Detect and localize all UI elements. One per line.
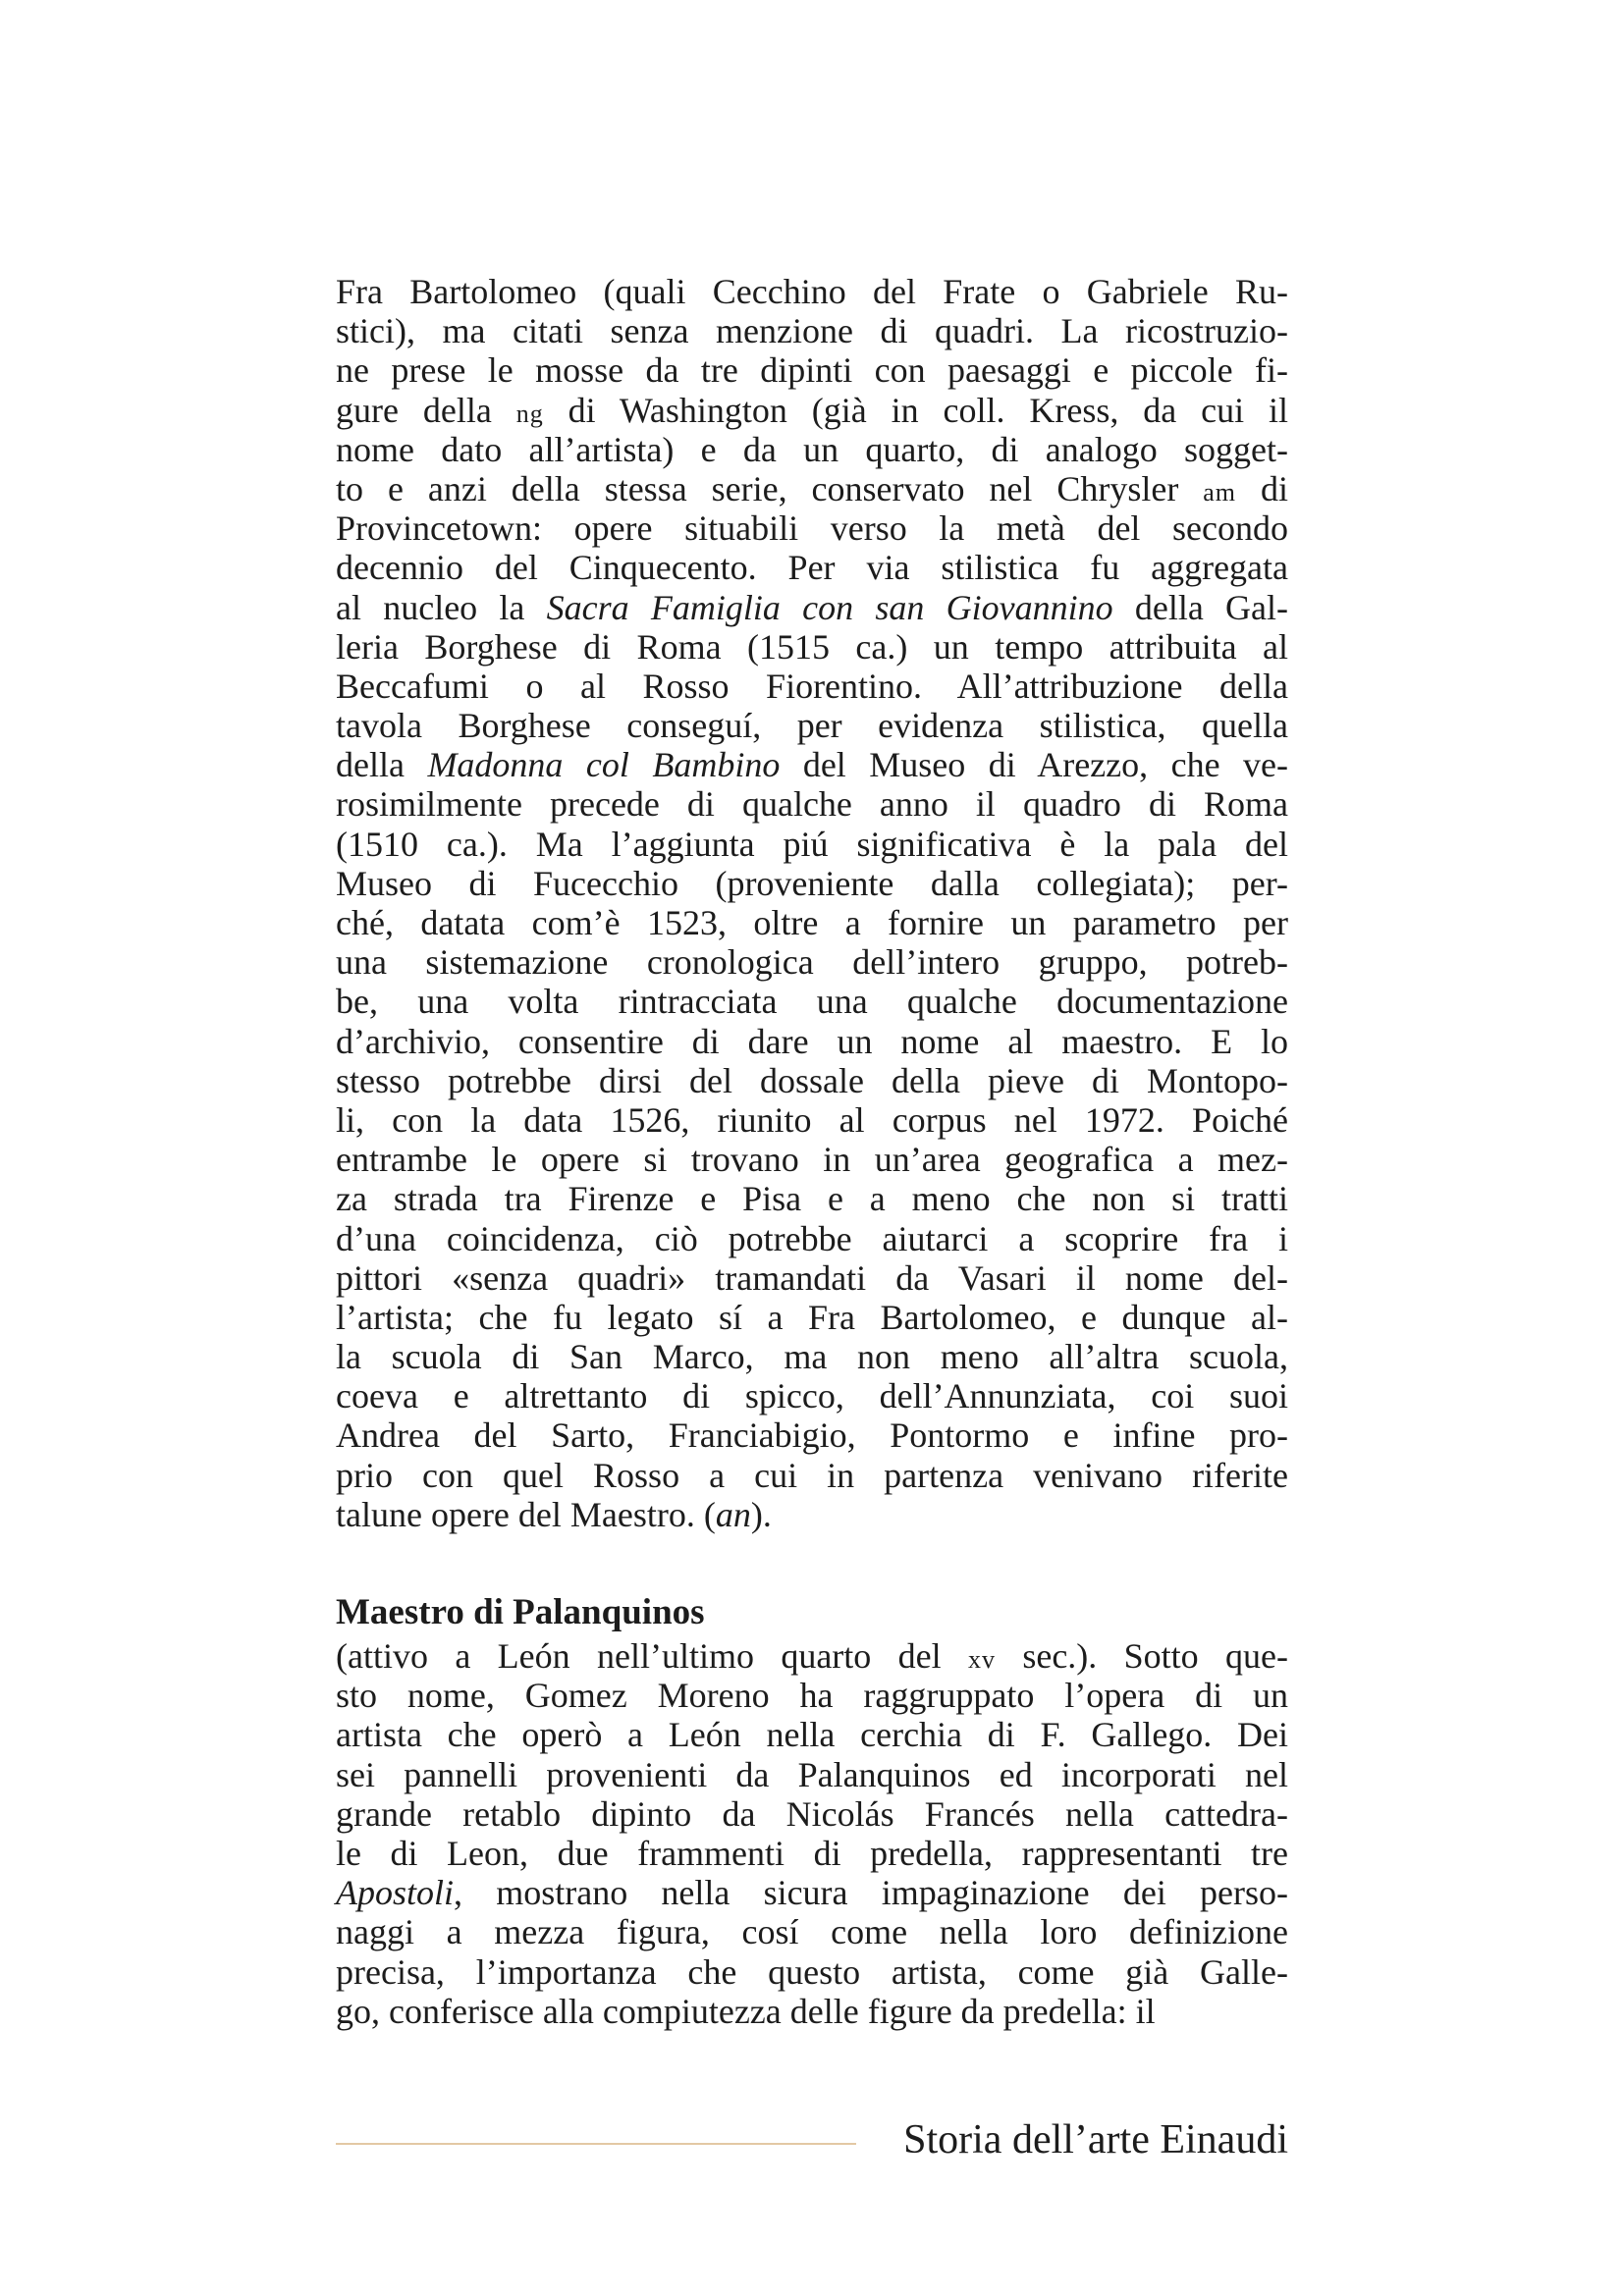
text-run: be, una volta rintracciata una qualche documentazione — [336, 982, 1288, 1022]
text-run: (attivo a León nell’ultimo quarto del — [336, 1636, 968, 1676]
small-caps-text: xv — [967, 1645, 996, 1674]
text-run: , mostrano nella sicura impaginazione dei perso- — [454, 1873, 1288, 1913]
text-line — [336, 1495, 1288, 1534]
text-line — [336, 548, 1288, 587]
text-line — [336, 391, 1288, 430]
entry-paragraph — [336, 1636, 1288, 2031]
text-run: artista che operò a León nella cerchia di F. Gallego. Dei — [336, 1715, 1288, 1755]
text-run: la scuola di San Marco, ma non meno all’altra scuola, — [336, 1337, 1288, 1377]
text-run: rosimilmente precede di qualche anno il quadro di Roma — [336, 784, 1288, 825]
text-line — [336, 825, 1288, 864]
text-run: Andrea del Sarto, Franciabigio, Pontormo e infine pro- — [336, 1415, 1288, 1456]
text-line — [336, 1755, 1288, 1794]
page-body — [336, 272, 1288, 2031]
text-run: al nucleo la — [336, 587, 547, 627]
text-run: sei pannelli provenienti da Palanquinos ed incorporati nel — [336, 1754, 1288, 1794]
text-run: precisa, l’importanza che questo artista, come già Galle- — [336, 1951, 1288, 1992]
entry-title: Maestro di Palanquinos — [336, 1592, 705, 1632]
text-line — [336, 942, 1288, 982]
text-line — [336, 508, 1288, 548]
text-run: Museo di Fucecchio (proveniente dalla collegiata); per- — [336, 863, 1288, 903]
text-run: Fra Bartolomeo (quali Cecchino del Frate o Gabriele Ru- — [336, 272, 1288, 311]
text-line — [336, 864, 1288, 903]
italic-text: an — [715, 1494, 751, 1534]
text-line — [336, 667, 1288, 706]
text-run: entrambe le opere si trovano in un’area geografica a mez- — [336, 1140, 1288, 1180]
text-run: to e anzi della stessa serie, conservato nel Chrysler — [336, 468, 1204, 508]
text-line — [336, 1376, 1288, 1415]
text-run: sto nome, Gomez Moreno ha raggruppato l’opera di un — [336, 1676, 1288, 1716]
text-line — [336, 784, 1288, 824]
text-run: d’archivio, consentire di dare un nome al maestro. E lo — [336, 1021, 1288, 1061]
text-line — [336, 1873, 1288, 1912]
small-caps-text: am — [1203, 477, 1237, 507]
text-line — [336, 1140, 1288, 1179]
text-line — [336, 1794, 1288, 1834]
text-run: (1510 ca.). Ma l’aggiunta piú significativa è la pala del — [336, 824, 1288, 864]
text-line — [336, 1834, 1288, 1873]
text-line — [336, 311, 1288, 350]
text-run: di — [1236, 468, 1288, 508]
text-line — [336, 1219, 1288, 1258]
text-line — [336, 982, 1288, 1021]
text-run: del Museo di Arezzo, che ve- — [780, 745, 1288, 785]
text-line — [336, 588, 1288, 627]
text-run: della — [336, 745, 428, 785]
text-line — [336, 1952, 1288, 1992]
text-line — [336, 430, 1288, 469]
italic-text: Madonna col Bambino — [427, 745, 781, 785]
text-line — [336, 1100, 1288, 1140]
text-run: d’una coincidenza, ciò potrebbe aiutarci a scoprire fra i — [336, 1218, 1288, 1258]
text-run: prio con quel Rosso a cui in partenza venivano riferite — [336, 1455, 1288, 1495]
text-run: leria Borghese di Roma (1515 ca.) un tempo attribuita al — [336, 626, 1288, 667]
text-line — [336, 1715, 1288, 1754]
text-run: di Washington (già in coll. Kress, da cui il — [543, 390, 1288, 430]
text-line — [336, 469, 1288, 508]
entry-continued-paragraph — [336, 272, 1288, 1534]
text-line — [336, 350, 1288, 390]
footer-rule — [336, 2143, 856, 2145]
text-run: ne prese le mosse da tre dipinti con paesaggi e piccole fi- — [336, 350, 1288, 391]
text-run: tavola Borghese conseguí, per evidenza stilistica, quella — [336, 706, 1288, 746]
text-run: talune opere del Maestro. ( — [336, 1494, 716, 1534]
text-run: una sistemazione cronologica dell’intero gruppo, potreb- — [336, 942, 1288, 983]
text-run: go, conferisce alla compiutezza delle figure da predella: il — [336, 1991, 1156, 2031]
text-run: li, con la data 1526, riunito al corpus nel 1972. Poiché — [336, 1099, 1288, 1140]
text-run: gure della — [336, 390, 516, 430]
text-line — [336, 1061, 1288, 1100]
text-run: stici), ma citati senza menzione di quadri. La ricostruzio- — [336, 311, 1288, 351]
text-line — [336, 1022, 1288, 1061]
text-run: grande retablo dipinto da Nicolás Francés nella cattedra- — [336, 1793, 1288, 1834]
footer-publisher: Storia dell’arte Einaudi — [903, 2117, 1288, 2163]
text-run: coeva e altrettanto di spicco, dell’Annunziata, coi suoi — [336, 1376, 1288, 1416]
text-run: za strada tra Firenze e Pisa e a meno che non si tratti — [336, 1179, 1288, 1219]
page-footer — [336, 2110, 1288, 2169]
text-line — [336, 745, 1288, 784]
text-line — [336, 1456, 1288, 1495]
text-line — [336, 1298, 1288, 1337]
text-line — [336, 627, 1288, 667]
text-line — [336, 1636, 1288, 1676]
text-run: ché, datata com’è 1523, oltre a fornire un parametro per — [336, 903, 1288, 942]
text-line — [336, 1415, 1288, 1455]
text-line — [336, 272, 1288, 311]
text-line — [336, 1179, 1288, 1218]
text-run: stesso potrebbe dirsi del dossale della pieve di Montopo- — [336, 1060, 1288, 1100]
text-run: della Gal- — [1112, 587, 1289, 627]
text-line — [336, 1258, 1288, 1298]
text-run: decennio del Cinquecento. Per via stilistica fu aggregata — [336, 548, 1288, 588]
text-line — [336, 706, 1288, 745]
text-line — [336, 1676, 1288, 1715]
text-run: ). — [750, 1494, 772, 1534]
text-line — [336, 903, 1288, 942]
text-run: Beccafumi o al Rosso Fiorentino. All’attribuzione della — [336, 666, 1288, 706]
text-run: nome dato all’artista) e da un quarto, di analogo sogget- — [336, 429, 1288, 469]
text-line — [336, 1337, 1288, 1376]
italic-text: Sacra Famiglia con san Giovannino — [546, 587, 1113, 627]
small-caps-text: ng — [515, 399, 544, 428]
italic-text: Apostoli — [336, 1873, 455, 1913]
text-run: l’artista; che fu legato sí a Fra Bartolomeo, e dunque al- — [336, 1297, 1288, 1337]
text-run: Provincetown: opere situabili verso la metà del secondo — [336, 508, 1288, 549]
text-run: le di Leon, due frammenti di predella, rappresentanti tre — [336, 1833, 1288, 1873]
text-run: pittori «senza quadri» tramandati da Vasari il nome del- — [336, 1257, 1288, 1298]
text-run: naggi a mezza figura, cosí come nella loro definizione — [336, 1912, 1288, 1952]
text-line — [336, 1912, 1288, 1951]
text-run: sec.). Sotto que- — [995, 1636, 1288, 1676]
text-line — [336, 1992, 1288, 2031]
